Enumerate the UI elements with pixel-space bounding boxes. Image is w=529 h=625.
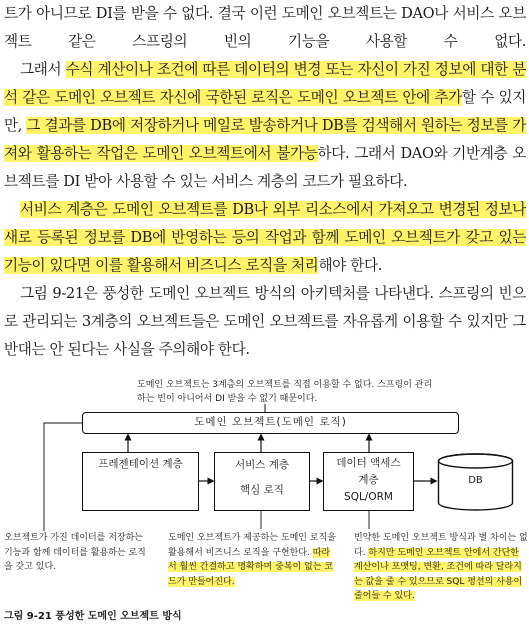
highlight-service-layer: 서비스 계층은 도메인 오브젝트를 DB나 외부 리소스에서 가져오고 변경된 정보나 새로 등록된 정보를 DB에 반영하는 등의 작업과 함께 도메인 오브젝트가 갖고 있는 기능이 있다면 이를 활용해서 비즈니스 로직을 처리 (4, 201, 526, 274)
data-access-layer-box (323, 452, 414, 511)
service-layer-box (214, 452, 310, 511)
paragraph-2: 그래서 수식 계산이나 조건에 따른 데이터의 변경 또는 자신이 가진 정보에 대한 분석 같은 도메인 오브젝트 자신에 국한된 로직은 도메인 오브젝트 안에 추가할 수 있지만, 그 결과를 DB에 저장하거나 메일로 발송하거나 DB를 검색해서 원하는 정보를 가져와 활용하는 작업은 도메인 오브젝트에서 불가능하다. 그래서 DAO와 기반계층 오브젝트를 DI 받아 사용할 수 있는 서비스 계층의 코드가 필요하다. (4, 61, 527, 190)
caption-data-access: 빈약한 도메인 오브젝트 방식과 별 차이는 없다. 하지만 도메인 오브젝트 안에서 간단한 계산이나 포맷팅, 변환, 조건에 따라 달라지는 값을 줄 수 있으므로 SQL 평션의 사용이 줄어들 수 있다. (354, 533, 528, 601)
paragraph-4: 그림 9-21은 풍성한 도메인 오브젝트 방식의 아키텍처를 나타낸다. 스프링의 빈으로 관리되는 3계층의 오브젝트들은 도메인 오브젝트를 자유롭게 이용할 수 있지만 그 반대는 안 된다는 사실을 주의해야 한다. (4, 285, 526, 358)
highlight-domain-logic: 수식 계산이나 조건에 따른 데이터의 변경 또는 자신이 가진 정보에 대한 분석 같은 도메인 오브젝트 자신에 국한된 로직은 도메인 오브젝트 안에 추가 (4, 61, 526, 106)
presentation-layer-box (82, 452, 199, 511)
data-access-label: 데이터 액세스 (336, 457, 401, 469)
data-access-label-2: 계층 (358, 474, 379, 486)
paragraph-1 (4, 0, 526, 56)
service-layer-sublabel: 핵심 로직 (240, 484, 284, 496)
domain-object-box: 도메인 오브젝트(도메인 로직) (82, 412, 459, 434)
paragraph-1-line-2: 젝트 같은 스프링의 빈의 기능을 사용할 수 없다. (4, 33, 526, 50)
paragraph-1-line-1: 트가 아니므로 DI를 받을 수 없다. 결국 이런 도메인 오브젝트는 DAO나 서비스 오브 (4, 5, 526, 22)
service-layer-label: 서비스 계층 (234, 459, 290, 471)
data-access-sublabel: SQL/ORM (344, 491, 393, 503)
caption-data-highlight: 하지만 도메인 오브젝트 안에서 간단한 계산이나 포맷팅, 변환, 조건에 따라 달라지는 값을 줄 수 있으므로 SQL 평션의 사용이 줄어들 수 있다. (354, 547, 523, 601)
presentation-layer-label: 프레젠테이션 계층 (98, 458, 183, 470)
figure-title: 그림 9-21 풍성한 도메인 오브젝트 방식 (4, 611, 182, 622)
body-text (4, 0, 526, 364)
figure-note-top: 도메인 오브젝트는 3계층의 오브젝트를 직접 이용할 수 없다. 스프링이 관리하는 빈이 아니어서 DI 받을 수 없기 때문이다. (137, 380, 433, 404)
highlight-db-work: 그 결과를 DB에 저장하거나 메일로 발송하거나 DB를 검색해서 원하는 정보를 가져와 활용하는 작업은 도메인 오브젝트에서 불가능 (4, 117, 527, 162)
paragraph-3: 서비스 계층은 도메인 오브젝트를 DB나 외부 리소스에서 가져오고 변경된 정보나 새로 등록된 정보를 DB에 반영하는 등의 작업과 함께 도메인 오브젝트가 갖고 있는 기능이 있다면 이를 활용해서 비즈니스 로직을 처리해야 한다. (4, 201, 526, 274)
caption-service-highlight: 따라서 훨씬 간결하고 명확하며 중복이 없는 코드가 만들어진다. (168, 547, 333, 587)
caption-service-layer: 도메인 오브젝트가 제공하는 도메인 로직을 활용해서 비즈니스 로직을 구현한다. 따라서 훨씬 간결하고 명확하며 중복이 없는 코드가 만들어진다. (168, 533, 336, 587)
caption-left-pointer (44, 423, 82, 531)
caption-domain-object: 오브젝트가 가진 데이터를 저장하는 기능과 함께 데이터를 활용하는 로직을 갖고 있다. (4, 533, 146, 572)
db-label: DB (468, 475, 483, 486)
